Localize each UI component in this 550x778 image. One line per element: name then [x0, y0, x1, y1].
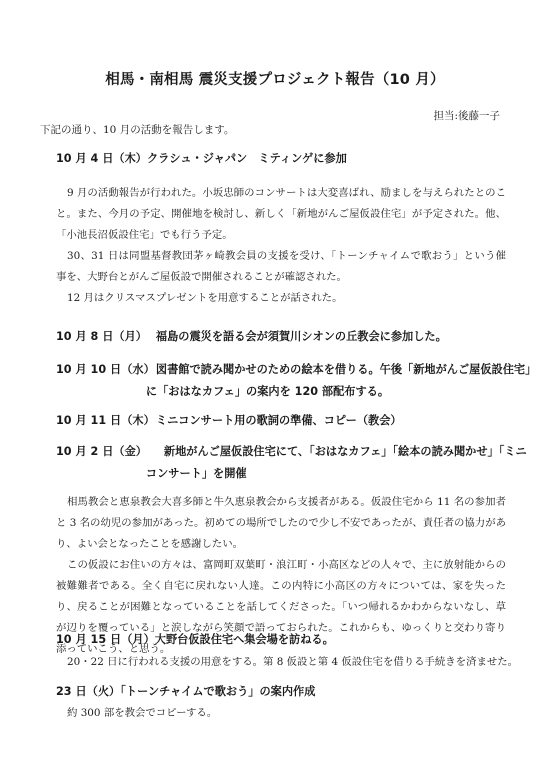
page-title: 相馬・南相馬 震災支援プロジェクト報告（10 月） [105, 72, 445, 88]
section-heading [56, 359, 536, 403]
section-heading [56, 441, 527, 485]
section-heading [56, 326, 447, 348]
section-heading: 10 月 4 日（木）クラシュ・ジャパン ミティンゲに参加 [56, 152, 347, 165]
section-date: 10 月 2 日（金） [56, 445, 147, 458]
paragraph: 9 月の活動報告が行われた。小坂忠師のコンサートは大変喜ばれ、励ましを与えられたとのこと。また、今月の予定、開催地を検討し、新しく「新地がんご屋仮設住宅」が予定された。他、「小池長沼仮設住宅」でも行う予定。 [56, 187, 506, 241]
paragraph: この仮設にお住いの方々は、富岡町双葉町・浪江町・小高区などの人々で、主に放射能からの被難難者である。全く自宅に戻れない人達。この内特に小高区の方々については、家を失ったり、戻ることが困難となっていることを話してくださった。「いつ帰れるかわからないなし、草が辺りを覆っている」と涙しながら笑顔で語っておられた。これからも、ゆっくりと交わり寄り添っていこう、と思う。 [56, 559, 506, 655]
section-heading-text: ミニコンサート用の歌詞の準備、コピー（教会） [155, 414, 402, 427]
paragraph: 相馬教会と恵泉教会大喜多師と牛久恵泉教会から支援者がある。仮設住宅から 11 名の参加者と 3 名の幼児の参加があった。初めての場所でしたので少し不安であったが、責任者の協力があり、よい会となったことを感謝したい。 [56, 496, 506, 550]
intro-text: 下記の通り、10 月の活動を報告します。 [40, 124, 235, 136]
heading-line: コンサート」を開催 [145, 467, 247, 480]
section-date: 10 月 8 日（月） [56, 330, 147, 343]
heading-line: に「おはなカフェ」の案内を 120 部配布する。 [145, 385, 390, 398]
author-line: 担当:後藤一子 [433, 110, 500, 122]
paragraph: 30、31 日は同盟基督教団茅ヶ崎教会員の支援を受け、「トーンチャイムで歌おう」という催事を、大野台とがんご屋仮設で開催されることが確認された。 [56, 250, 506, 283]
section-heading [56, 410, 402, 432]
section-heading-text [146, 359, 536, 403]
heading-line: 図書館で読み聞かせのための絵本を借りる。午後「新地がんご屋仮設住宅」 [155, 363, 537, 376]
section-heading-text: 福島の震災を語る会が須賀川シオンの丘教会に参加した。 [155, 330, 447, 343]
section-date: 10 月 10 日（水） [56, 363, 155, 376]
section-heading: 10 月 15 日（月）大野台仮設住宅へ集会場を訪ねる。 [56, 633, 334, 646]
section-date: 10 月 11 日（木） [56, 414, 155, 427]
paragraph: 約 300 部を教会でコピーする。 [67, 707, 218, 719]
section-heading: 23 日（火）「トーンチャイムで歌おう」の案内作成 [56, 685, 316, 698]
section-heading-text [146, 441, 527, 485]
heading-line: 新地がんご屋仮設住宅にて、「おはなカフェ」「絵本の読み聞かせ」「ミニ [163, 445, 527, 458]
paragraph: 12 月はクリスマスプレゼントを用意することが話された。 [67, 292, 343, 304]
paragraph: 20・22 日に行われる支援の用意をする。第 8 仮設と第 4 仮設住宅を借りる手続きを済ませた。 [67, 656, 519, 668]
